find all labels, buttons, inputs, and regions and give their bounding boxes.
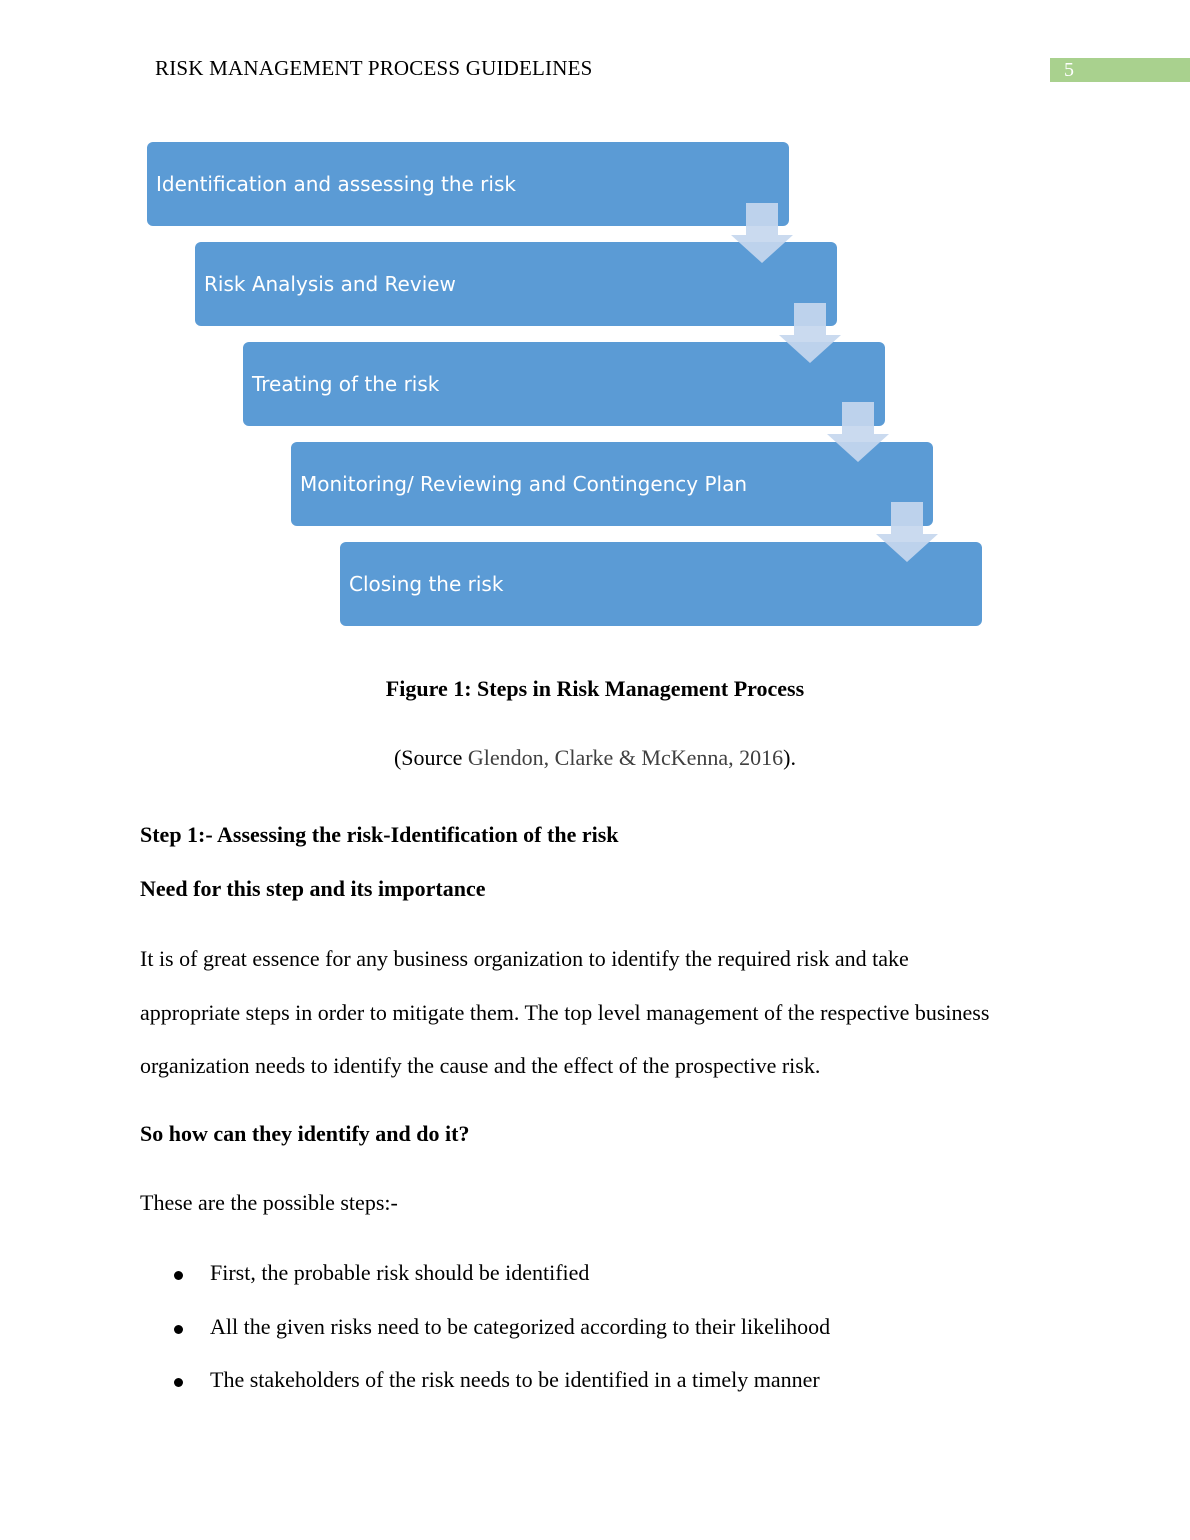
down-arrow-icon xyxy=(779,303,841,363)
page-number: 5 xyxy=(1050,58,1190,82)
figure-caption: Figure 1: Steps in Risk Management Process xyxy=(385,676,805,701)
list-item-text: All the given risks need to be categorized according to their likelihood xyxy=(210,1314,831,1339)
step-heading: Step 1:- Assessing the risk-Identification of the risk xyxy=(140,822,619,847)
diagram-step-3-label: Treating of the risk xyxy=(252,372,440,396)
paragraph-line: appropriate steps in order to mitigate them. The top level management of the respective business xyxy=(140,999,990,1025)
down-arrow-icon xyxy=(876,502,938,562)
paragraph-line: organization needs to identify the cause and the effect of the prospective risk. xyxy=(140,1053,821,1078)
figure-source xyxy=(0,745,1190,771)
down-arrow-icon xyxy=(731,203,793,263)
figure-source-prefix: (Source xyxy=(393,745,468,770)
bullet-icon xyxy=(174,1271,183,1280)
down-arrow-icon xyxy=(827,402,889,462)
diagram-step-2-label: Risk Analysis and Review xyxy=(204,272,456,296)
diagram-step-1 xyxy=(147,142,789,226)
paragraph-line: It is of great essence for any business organization to identify the required risk and take xyxy=(140,946,909,971)
figure-source-suffix: ). xyxy=(783,745,796,770)
diagram-step-4-label: Monitoring/ Reviewing and Contingency Plan xyxy=(300,472,748,496)
running-header-title: RISK MANAGEMENT PROCESS GUIDELINES xyxy=(155,56,593,80)
how-heading: So how can they identify and do it? xyxy=(140,1121,470,1146)
bullet-icon xyxy=(174,1325,183,1334)
body-paragraph xyxy=(140,932,1060,1093)
intro-line: These are the possible steps:- xyxy=(140,1190,398,1215)
diagram-step-1-label: Identification and assessing the risk xyxy=(156,172,516,196)
need-heading: Need for this step and its importance xyxy=(140,876,486,901)
figure-source-authors: Glendon, Clarke & McKenna, 2016 xyxy=(467,745,784,770)
list-item-text: First, the probable risk should be identified xyxy=(210,1260,590,1285)
bullet-icon xyxy=(174,1378,183,1387)
list-item-text: The stakeholders of the risk needs to be identified in a timely manner xyxy=(210,1367,820,1392)
diagram-step-5-label: Closing the risk xyxy=(349,572,504,596)
intro-text xyxy=(140,1176,1060,1230)
